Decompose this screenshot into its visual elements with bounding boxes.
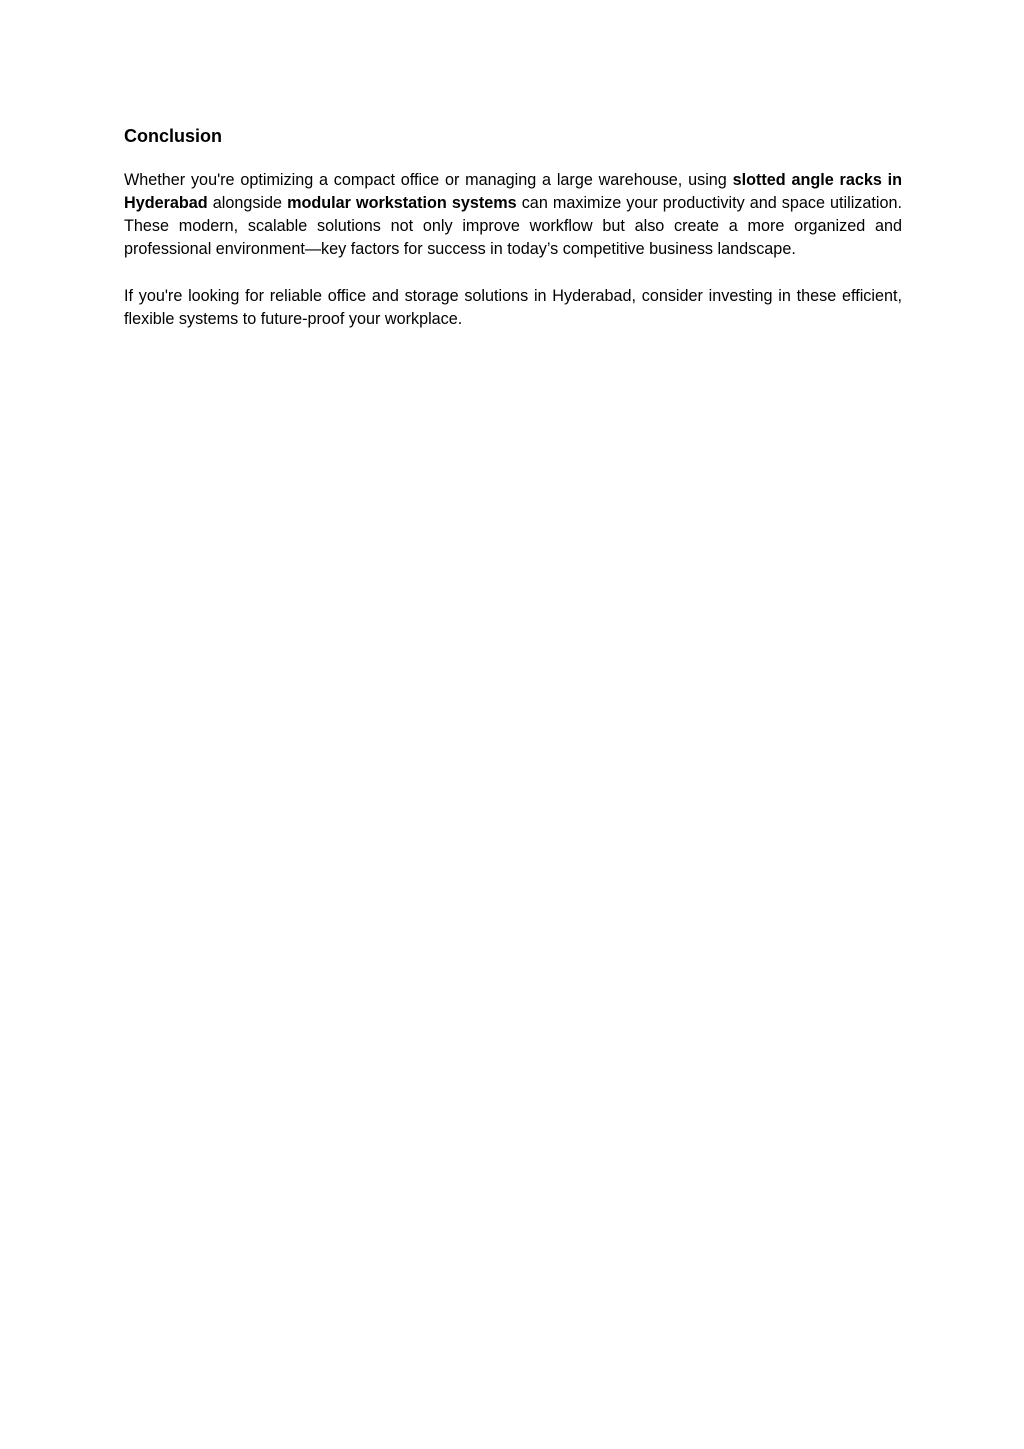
paragraph-text: Whether you're optimizing a compact office or managing a large warehouse, using <box>124 171 733 189</box>
bold-keyword-slotted-angle-racks: slotted angle racks in Hyderabad <box>124 171 903 212</box>
paragraph-text: can maximize your productivity and space utilization. These modern, scalable solutions not only improve workflow but also create a more organized and professional environment—key factors for success in today’s competitive business landscape. <box>124 194 902 258</box>
bold-keyword-modular-workstation: modular workstation systems <box>287 194 517 212</box>
paragraph-text: alongside <box>207 194 288 212</box>
paragraph-recommendation: If you're looking for reliable office and storage solutions in Hyderabad, consider investing in these efficient, flexible systems to future-proof your workplace. <box>124 287 902 328</box>
paragraph-conclusion <box>124 169 902 261</box>
section-heading: Conclusion <box>124 126 222 146</box>
document-body <box>124 122 902 355</box>
